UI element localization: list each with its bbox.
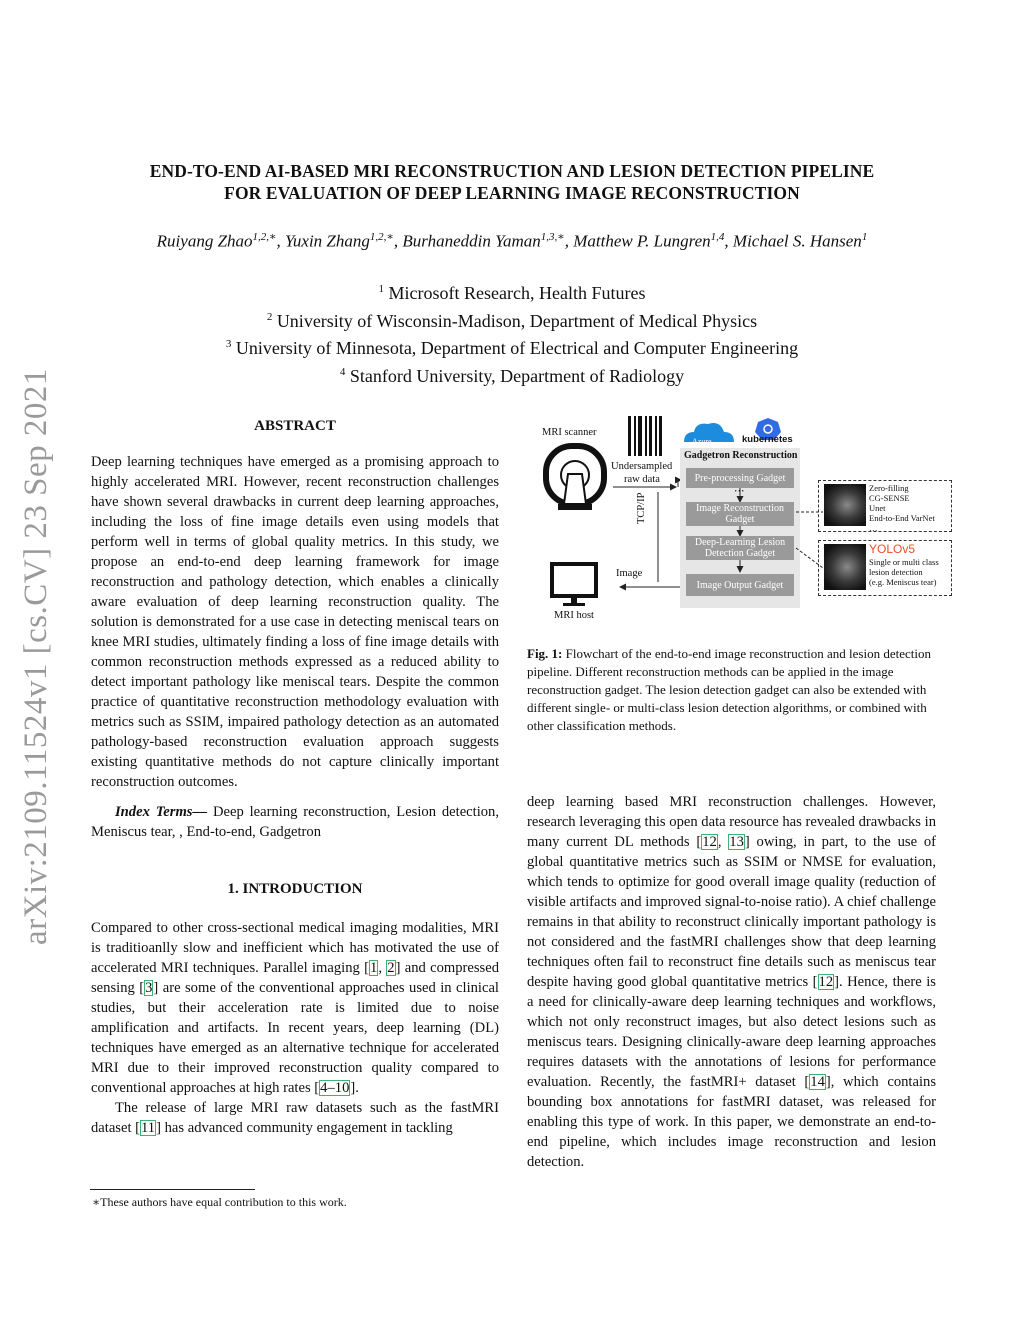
author-name: Burhaneddin Yaman [402,231,541,251]
intro-heading: 1. INTRODUCTION [227,881,363,897]
abstract-text: Deep learning techniques have emerged as a promising approach to highly accelerated MRI. However, recent reconstruction challenges have shown several drawbacks in current deep learning approaches, including the loss of fine image details even using models that perform well in terms of global quality metrics. In this study, we propose an end-to-end deep learning framework for image reconstruction and pathology detection, which enables a clinically aware evaluation of deep learning reconstruction quality. The solution is demonstrated for a use case in detecting meniscal tears on knee MRI studies, ultimately finding a loss of fine image details with common reconstruction methods expressed as a reduced ability to detect important pathology like meniscal tears. Despite the common practice of quantitative reconstruction methodology evaluation with metrics such as SSIM, impaired pathology detection as an automated pathology-based reconstruction evaluation approach suggests existing quantitative methods do not capture clinically important reconstruction outcomes. [91,454,499,790]
caption-label: Fig. 1: [527,646,563,661]
raw-data-icon [628,416,662,456]
citation-link[interactable]: 3 [145,980,153,996]
author-list: Ruiyang Zhao$^{1,2,∗}$, Yuxin Zhang$^{1,2,∗}$, Burhaneddin Yaman$^{1,3,∗}$, Matthew P. Lungren$^{1,4}$, Michael S. Hansen$^1$ [156,231,868,251]
author-affil: 1,2,∗ [369,231,394,243]
citation-link[interactable]: 14 [810,1074,825,1090]
paper-title [0,160,1024,204]
label-kubernetes: kubernetes [742,434,793,445]
citation-link[interactable]: 13 [729,834,744,850]
title-line-1: END-TO-END AI-BASED MRI RECONSTRUCTION AND LESION DETECTION PIPELINE [149,161,875,181]
label-gadgetron: Gadgetron Reconstruction [684,450,798,461]
abstract-heading: ABSTRACT [254,418,336,434]
author-affil: 1,3,∗ [540,231,565,243]
label-mri-scanner: MRI scanner [542,427,597,438]
label-raw-data: raw data [624,474,660,485]
author-name: Michael S. Hansen [732,231,862,251]
label-undersampled: Undersampled [611,461,673,472]
affiliation-item: $^1$ Microsoft Research, Health Futures [378,283,646,303]
footnote: ∗These authors have equal contribution to this work. [92,1195,347,1209]
author-affil: 1,2,∗ [252,231,277,243]
figure-1-caption [527,645,937,735]
yolo-logo: YOLOv5 [869,542,916,556]
citation-link[interactable]: 11 [141,1120,156,1136]
label-azure: Azure [692,437,712,446]
author-name: Ruiyang Zhao [156,231,253,251]
citation-link[interactable]: 4–10 [320,1080,350,1096]
preprocessing-gadget: Pre-processing Gadget [686,468,794,488]
lesion-detection-gadget: Deep-Learning Lesion Detection Gadget [686,536,794,560]
intro-paragraph-2: The release of large MRI raw datasets such as the fastMRI dataset [11] has advanced community engagement in tackling [91,1100,499,1136]
gadget-ellipsis: ⋯ [734,486,745,497]
figure-1-flowchart [528,412,958,632]
detection-image-thumbnail [824,544,866,590]
detection-methods-list: Single or multi class lesion detection (e.g. Meniscus tear) [869,557,939,587]
author-name: Matthew P. Lungren [573,231,711,251]
label-tcpip: TCP/IP [636,492,647,524]
citation-link[interactable]: 2 [387,960,395,976]
citation-link[interactable]: 12 [702,834,717,850]
citation-link[interactable]: 12 [818,974,834,990]
affiliation-item: $^3$ University of Minnesota, Department of Electrical and Computer Engineering [225,338,799,358]
label-mri-host: MRI host [554,610,594,621]
mri-scanner-icon [546,446,604,510]
label-image: Image [616,568,643,579]
index-terms [91,802,499,842]
left-column [91,416,499,1138]
image-output-gadget: Image Output Gadget [686,574,794,596]
author-name: Yuxin Zhang [285,231,370,251]
author-affil: 1,4 [710,231,725,243]
intro-paragraph-1: Compared to other cross-sectional medical imaging modalities, MRI is traditioanlly slow and inefficient which has motivated the use of accelerated MRI techniques. Parallel imaging [1, 2] and compressed sensing [3] are some of the conventional approaches used in clinical studies, but their acceleration rate is limited due to noise amplification and artifacts. In recent years, deep learning (DL) techniques have emerged as an alternative technique for accelerated MRI due to their improved reconstruction quality compared to conventional approaches at high rates [4–10]. [91,920,499,1096]
caption-text: Flowchart of the end-to-end image reconstruction and lesion detection pipeline. Different reconstruction methods can be applied in the image reconstruction gadget. The lesion detection gadget can also be extended with different single- or multi-class lesion detection algorithms, or combined with other classification methods. [527,646,931,733]
right-paragraph: deep learning based MRI reconstruction challenges. However, research leveraging this open data resource has revealed drawbacks in many current DL methods [12, 13] owing, in part, to the use of global quantitative metrics such as SSIM or NMSE for evaluation, which tends to optimize for good overall image quality (reduction of visible artifacts and improved signal-to-noise ratio). A chief challenge remains in that ability to reconstruct clinically important pathology is not considered and the fastMRI challenges show that deep learning techniques often fail to reconstruct fine details such as meniscus tear despite having good global quantitative metrics [12]. Hence, there is a need for clinically-aware deep learning techniques and workflows, which not only reconstruct images, but also detect lesions such as meniscus tears. Designing clinically-aware deep learning approaches requires datasets with the annotations of lesions for performance evaluation. Recently, the fastMRI+ dataset [14], which contains bounding box annotations for fastMRI dataset, was released for enabling this type of work. In this paper, we demonstrate an end-to-end pipeline, which includes image reconstruction and lesion detection. [527,794,937,1170]
index-terms-label: Index Terms— [115,804,208,820]
arxiv-identifier: arXiv:2109.11524v1 [cs.CV] 23 Sep 2021 [18,368,54,945]
image-reconstruction-gadget: Image Reconstruction Gadget [686,502,794,526]
recon-image-thumbnail [824,484,866,526]
footnote-rule [90,1189,255,1190]
citation-link[interactable]: 1 [370,960,378,976]
affiliation-item: $^4$ Stanford University, Department of Radiology [339,365,685,386]
author-affil: 1 [861,231,868,243]
affiliation-item: $^2$ University of Wisconsin-Madison, Department of Medical Physics [266,310,758,331]
index-terms-text: Deep learning reconstruction, Lesion detection, Meniscus tear, , End-to-end, Gadgetron [91,804,500,840]
right-column [527,792,936,1172]
recon-methods-list: Zero-filling CG-SENSE Unet End-to-End VarNet … [869,483,935,533]
affiliation-list [0,278,1024,388]
mri-host-monitor-icon [552,564,596,606]
title-line-2: FOR EVALUATION OF DEEP LEARNING IMAGE RECONSTRUCTION [224,183,800,203]
